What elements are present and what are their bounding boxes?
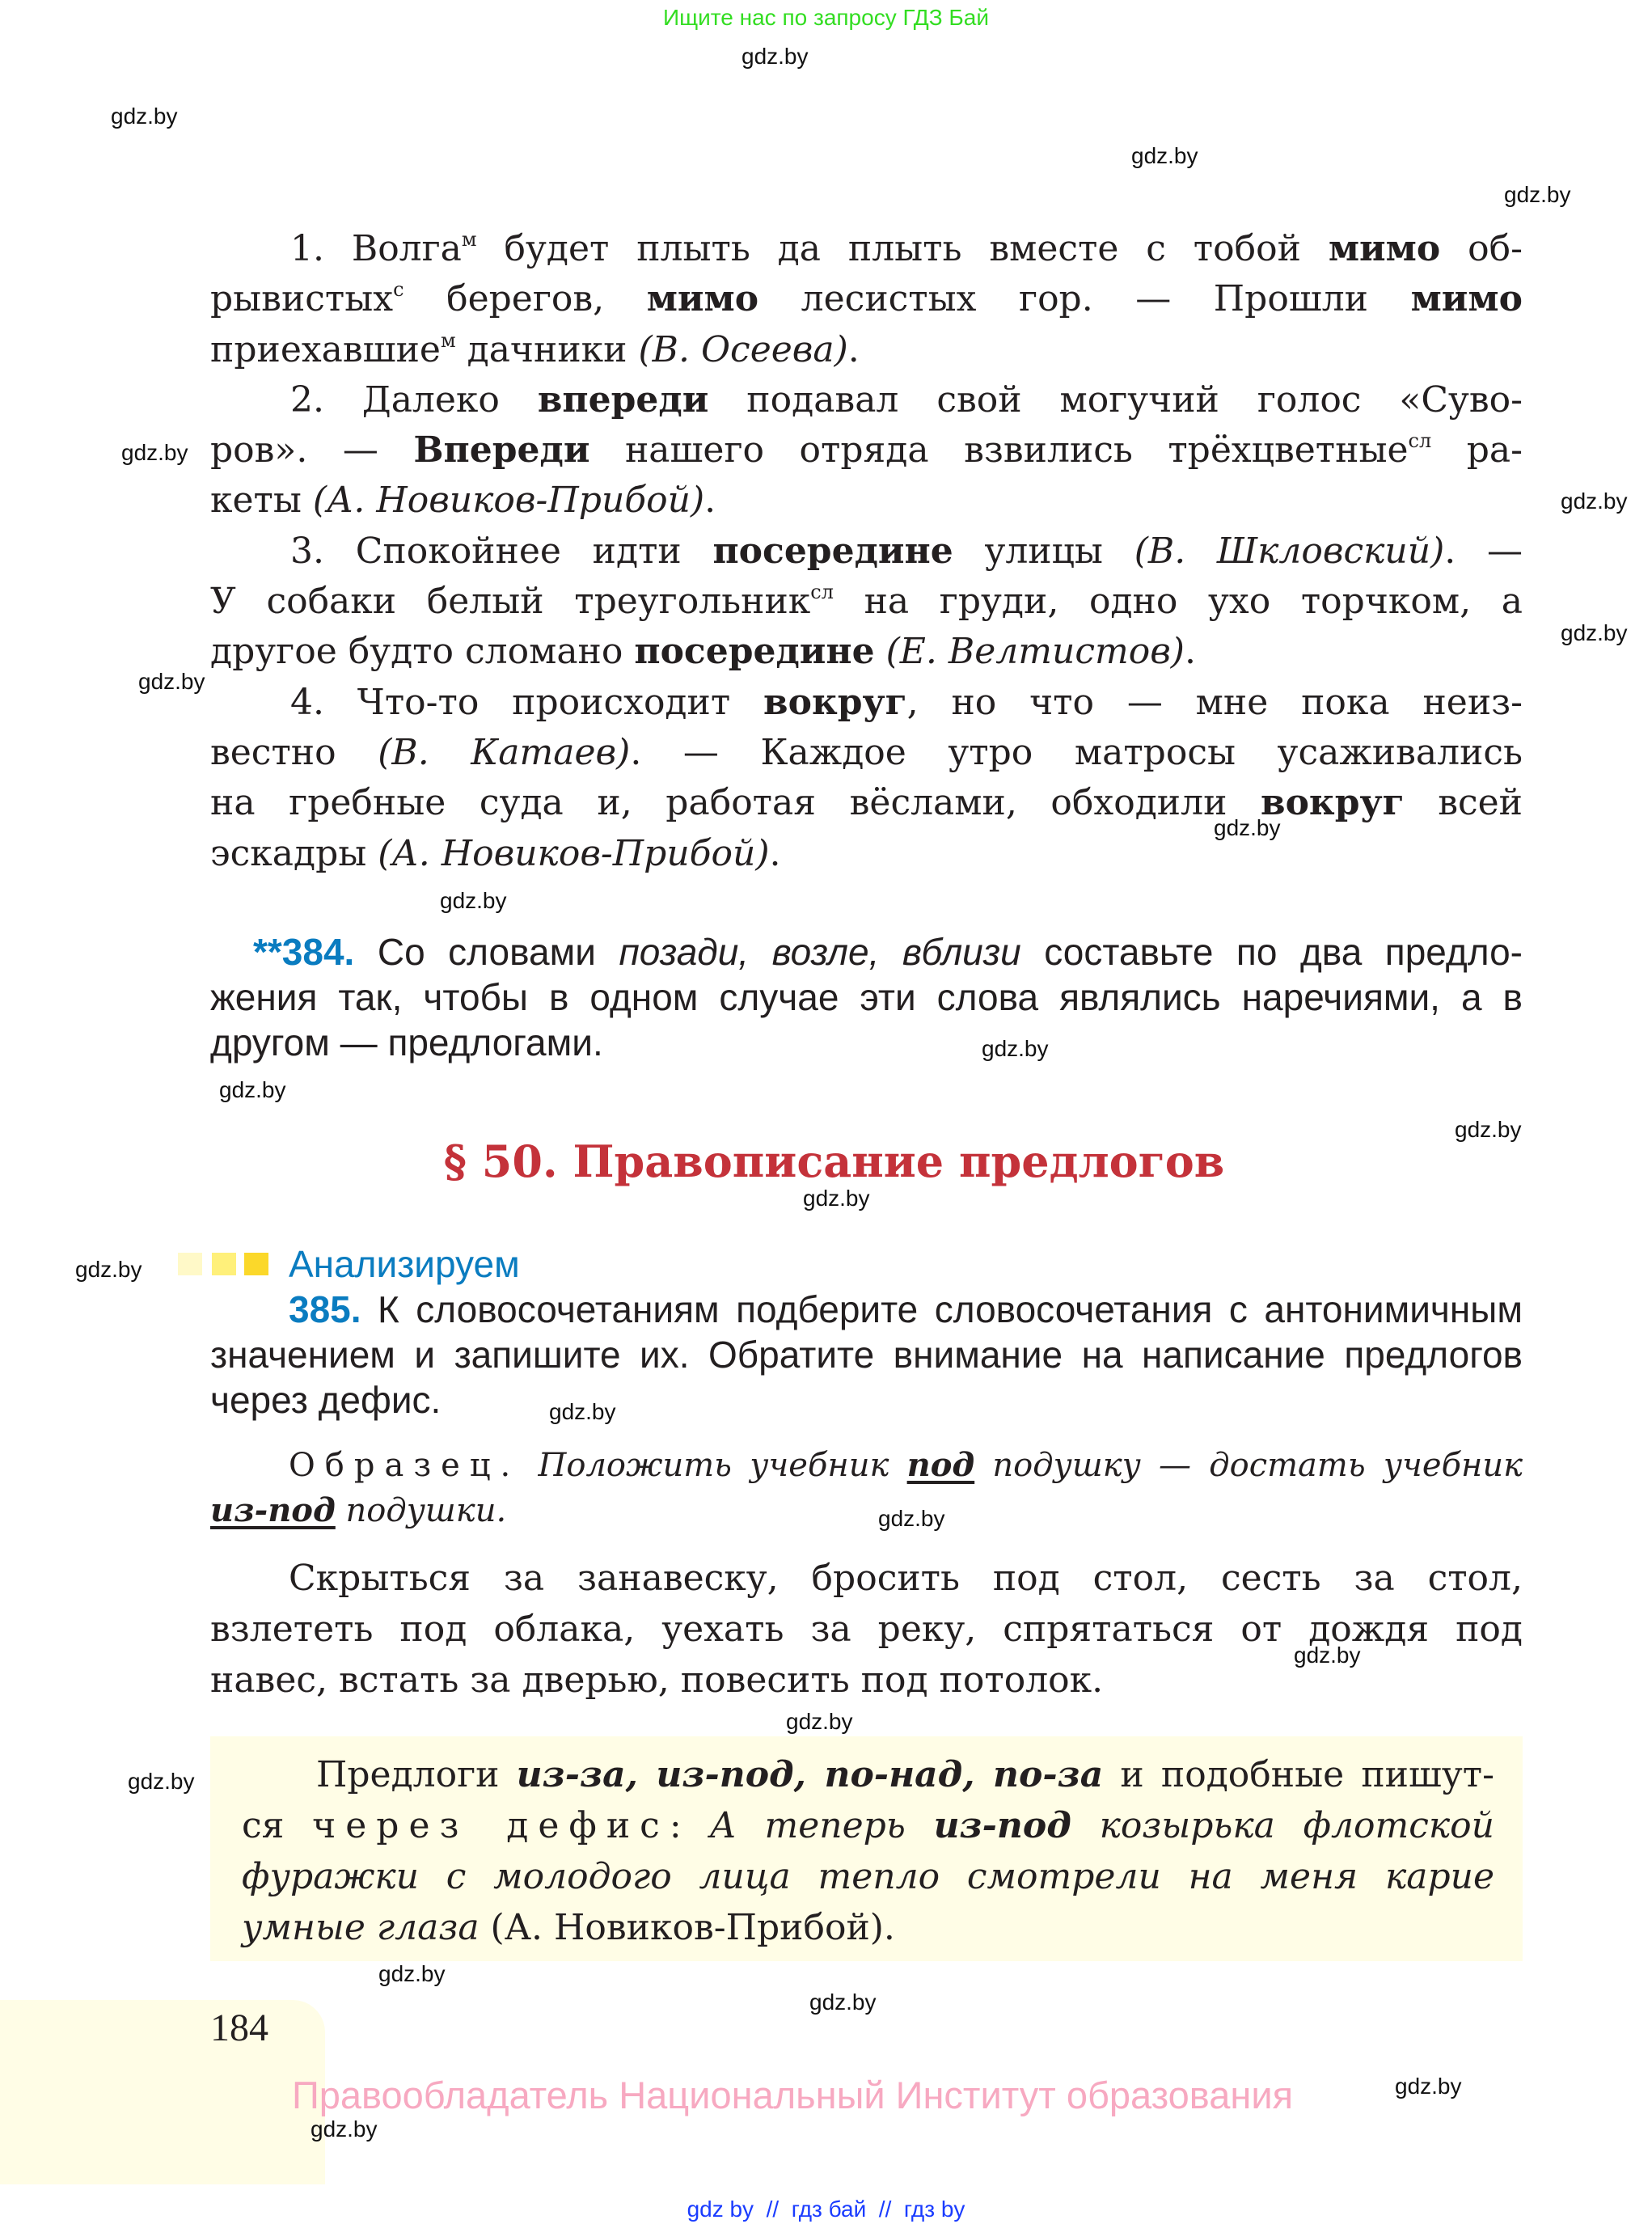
- text-run: будет плыть да плыть вместе с тобой: [476, 228, 1329, 269]
- text-run: 385.: [289, 1288, 361, 1330]
- sample: [210, 1443, 1523, 1533]
- text-run: **384.: [253, 931, 355, 973]
- text-run: м: [440, 328, 456, 352]
- text-run: об-: [1440, 228, 1523, 269]
- text-run: мимо: [1328, 228, 1441, 269]
- text-run: козырька флотской: [1071, 1805, 1495, 1846]
- text-run: рывистых: [210, 278, 394, 320]
- text-run: позади, возле, вблизи: [619, 931, 1021, 973]
- text-run: мимо: [1410, 278, 1523, 320]
- text-run: улицы: [953, 530, 1134, 572]
- text-line: [210, 778, 1523, 828]
- text-run: всей: [1404, 782, 1523, 824]
- text-run: сл: [810, 581, 834, 604]
- text-run: сл: [1408, 429, 1432, 453]
- text-run: Со словами: [354, 931, 619, 973]
- text-line: [210, 476, 1523, 526]
- text-run: К словосочетаниям подберите словосочетания с антонимичным: [361, 1288, 1523, 1330]
- gdz-watermark: gdz.by: [1504, 182, 1571, 207]
- text-run: из-за, из-под, по-над, по-за: [516, 1754, 1104, 1795]
- subsection-title: Анализируем: [289, 1243, 520, 1285]
- gdz-watermark: gdz.by: [75, 1257, 142, 1282]
- text-line: [210, 627, 1523, 677]
- gdz-watermark: gdz.by: [1455, 1117, 1522, 1142]
- text-run: взлететь под облака, уехать за реку, спрятаться от дождя под: [210, 1609, 1523, 1650]
- gdz-watermark: gdz.by: [311, 2116, 378, 2142]
- text-run: , но что — мне пока неиз-: [906, 681, 1523, 723]
- text-run: кеты: [210, 480, 313, 522]
- top-banner[interactable]: Ищите нас по запросу ГДЗ Бай: [662, 5, 990, 30]
- text-run: .: [1184, 631, 1196, 673]
- text-run: У собаки белый треугольник: [210, 581, 811, 623]
- text-run: (А. Новиков-Прибой): [378, 832, 770, 874]
- gdz-watermark: gdz.by: [1214, 815, 1281, 840]
- text-run: через дефис.: [210, 1379, 442, 1421]
- text-run: подушки.: [335, 1492, 507, 1529]
- gdz-watermark: gdz.by: [878, 1506, 945, 1531]
- text-run: Положить учебник: [520, 1447, 907, 1484]
- text-line: [210, 325, 1523, 375]
- text-run: А теперь: [709, 1805, 934, 1846]
- text-run: [875, 631, 886, 672]
- text-run: :: [669, 1805, 710, 1846]
- exercise-383-text: [210, 224, 1523, 879]
- text-run: (А. Новиков-Прибой).: [479, 1907, 895, 1948]
- text-run: ров». —: [210, 429, 414, 471]
- page-corner: [0, 2000, 325, 2184]
- text-run: на гребные суда и, работая вёслами, обходили: [210, 782, 1261, 824]
- text-run: посередине: [634, 631, 875, 673]
- text-run: м: [461, 228, 477, 251]
- text-run: .: [847, 328, 860, 370]
- text-line: [242, 1902, 1494, 1953]
- text-run: и подобные пишут-: [1103, 1754, 1494, 1795]
- text-run: 3. Спокойнее идти: [290, 530, 713, 572]
- gdz-watermark: gdz.by: [982, 1036, 1049, 1061]
- text-run: впереди: [537, 378, 709, 421]
- text-run: (В. Шкловский): [1134, 530, 1445, 572]
- gdz-watermark: gdz.by: [219, 1077, 286, 1102]
- gdz-watermark: gdz.by: [741, 44, 809, 69]
- gdz-watermark: gdz.by: [549, 1399, 616, 1424]
- copyright-notice: Правообладатель Национальный Институт образования: [292, 2074, 1294, 2116]
- text-run: (А. Новиков-Прибой): [312, 480, 705, 522]
- text-line: [210, 975, 1523, 1020]
- text-line: [210, 425, 1523, 476]
- text-run: . —: [1444, 530, 1523, 572]
- gdz-watermark: gdz.by: [138, 669, 205, 694]
- text-run: нашего отряда взвились трёхцветные: [589, 429, 1409, 471]
- text-line: [210, 1553, 1523, 1604]
- gdz-watermark: gdz.by: [378, 1961, 446, 1986]
- text-run: 2. Далеко: [290, 378, 538, 421]
- text-line: [210, 224, 1523, 274]
- section-heading: § 50. Правописание предлогов: [443, 1135, 1225, 1187]
- text-run: значением и запишите их. Обратите внимание на написание предлогов: [210, 1334, 1523, 1376]
- gdz-watermark: gdz.by: [111, 104, 178, 129]
- text-run: под: [906, 1446, 975, 1484]
- text-run: подавал свой могучий голос «Суво-: [708, 378, 1523, 421]
- gdz-watermark: gdz.by: [440, 888, 507, 913]
- text-line: [210, 577, 1523, 627]
- text-run: жения так, чтобы в одном случае эти слова являлись наречиями, а в: [210, 976, 1523, 1018]
- text-line: [210, 526, 1523, 577]
- text-line: [210, 274, 1523, 324]
- text-run: вестно: [210, 731, 378, 773]
- exercise-385-text: [210, 1553, 1523, 1706]
- text-line: [210, 375, 1523, 425]
- text-run: берегов,: [403, 278, 647, 320]
- exercise-385: [210, 1287, 1523, 1423]
- text-run: (В. Катаев): [378, 731, 631, 773]
- text-run: другое будто сломано: [210, 631, 635, 673]
- text-run: через дефис: [312, 1805, 670, 1846]
- text-run: посередине: [712, 530, 953, 572]
- text-run: Скрыться за занавеску, бросить под стол, сесть за стол,: [289, 1558, 1523, 1599]
- text-run: .: [769, 832, 781, 874]
- text-run: (Е. Велтистов): [885, 631, 1185, 673]
- text-run: Впереди: [413, 429, 590, 471]
- text-run: Образец.: [289, 1447, 521, 1484]
- text-line: [242, 1851, 1494, 1902]
- text-line: [210, 1377, 1523, 1423]
- gdz-watermark: gdz.by: [1131, 143, 1198, 168]
- text-line: [210, 1332, 1523, 1377]
- text-run: .: [704, 480, 716, 522]
- text-run: Предлоги: [316, 1754, 517, 1795]
- text-run: ра-: [1431, 429, 1523, 471]
- text-run: подушку — достать учебник: [974, 1447, 1523, 1484]
- text-run: 1. Волга: [290, 228, 462, 269]
- gdz-watermark: gdz.by: [1395, 2074, 1462, 2099]
- text-line: [210, 678, 1523, 728]
- text-line: [210, 929, 1523, 975]
- exercise-384: [210, 929, 1523, 1065]
- text-run: вокруг: [1261, 782, 1405, 824]
- gdz-watermark: gdz.by: [809, 1989, 877, 2015]
- footer-links[interactable]: gdz by // гдз бай // гдз by: [687, 2197, 965, 2222]
- gdz-watermark: gdz.by: [1561, 488, 1628, 514]
- text-run: умные глаза: [242, 1907, 480, 1948]
- text-line: [242, 1800, 1494, 1851]
- text-run: . — Каждое утро матросы усаживались: [630, 731, 1523, 773]
- text-run: дачники: [455, 328, 639, 370]
- text-run: 4. Что-то происходит: [290, 681, 764, 723]
- text-run: фуражки с молодого лица тепло смотрели на меня карие: [242, 1856, 1494, 1897]
- text-run: ся: [242, 1805, 313, 1846]
- text-run: приехавшие: [210, 328, 441, 370]
- gdz-watermark: gdz.by: [128, 1769, 195, 1794]
- text-run: мимо: [646, 278, 759, 320]
- text-run: (В. Осеева): [638, 328, 848, 370]
- text-line: [210, 1287, 1523, 1332]
- gdz-watermark: gdz.by: [786, 1709, 853, 1734]
- text-run: составьте по два предло-: [1020, 931, 1523, 973]
- text-run: лесистых гор. — Прошли: [758, 278, 1411, 320]
- text-line: [210, 1020, 1523, 1065]
- text-run: из-под: [933, 1805, 1071, 1846]
- text-line: [210, 829, 1523, 879]
- page-number: 184: [210, 2006, 268, 2049]
- text-run: навес, встать за дверью, повесить под потолок.: [210, 1660, 1104, 1701]
- text-run: с: [393, 278, 404, 302]
- text-run: вокруг: [763, 681, 907, 723]
- text-line: [210, 1488, 1523, 1533]
- gdz-watermark: gdz.by: [1561, 620, 1628, 645]
- text-line: [210, 1443, 1523, 1488]
- text-run: другом — предлогами.: [210, 1021, 603, 1063]
- gdz-watermark: gdz.by: [121, 440, 188, 465]
- text-line: [210, 728, 1523, 778]
- text-line: [242, 1749, 1494, 1800]
- text-run: из-под: [210, 1491, 336, 1529]
- gdz-watermark: gdz.by: [803, 1186, 870, 1211]
- gdz-watermark: gdz.by: [1294, 1643, 1361, 1668]
- text-run: на груди, одно ухо торчком, а: [833, 581, 1523, 623]
- text-run: эскадры: [210, 832, 378, 874]
- rule-text: [242, 1749, 1494, 1953]
